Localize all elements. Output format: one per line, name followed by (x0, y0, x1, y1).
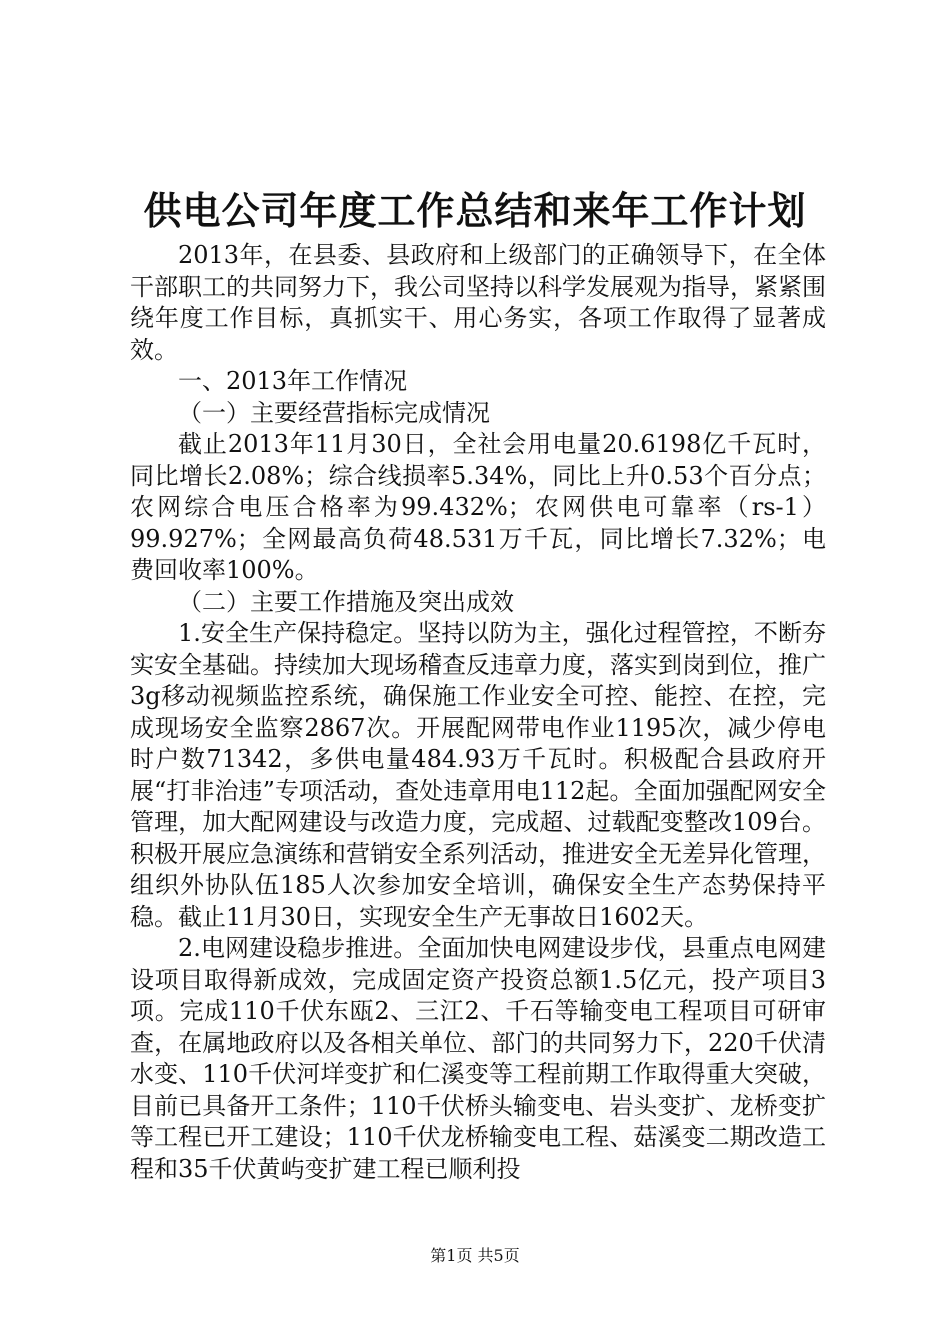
paragraph-intro: 2013年，在县委、县政府和上级部门的正确领导下，在全体干部职工的共同努力下，我公司坚持以科学发展观为指导，紧紧围绕年度工作目标，真抓实干、用心务实，各项工作取得了显著成效。 (130, 241, 826, 364)
paragraph-safety: 1.安全生产保持稳定。坚持以防为主，强化过程管控，不断夯实安全基础。持续加大现场稽查反违章力度，落实到岗到位，推广3g移动视频监控系统，确保施工作业安全可控、能控、在控，完成现场安全监察2867次。开展配网带电作业1195次，减少停电时户数71342，多供电量484.93万千瓦时。积极配合县政府开展“打非治违”专项活动，查处违章用电112起。全面加强配网安全管理，加大配网建设与改造力度，完成超、过载配变整改109台。积极开展应急演练和营销安全系列活动，推进安全无差异化管理，组织外协队伍185人次参加安全培训，确保安全生产态势保持平稳。截止11月30日，实现安全生产无事故日1602天。 (130, 619, 826, 931)
heading-section-1: 一、2013年工作情况 (178, 367, 408, 395)
document-title: 供电公司年度工作总结和来年工作计划 (143, 188, 807, 233)
heading-subsection-2: （二）主要工作措施及突出成效 (178, 587, 514, 616)
paragraph-indicators: 截止2013年11月30日，全社会用电量20.6198亿千瓦时，同比增长2.08%；综合线损率5.34%，同比上升0.53个百分点；农网综合电压合格率为99.432%；农网供电可靠率（rs-1）99.927%；全网最高负荷48.531万千瓦，同比增长7.32%；电费回收率100%。 (130, 430, 826, 584)
page-number: 第1页 共5页 (430, 1246, 520, 1265)
paragraph-grid-construction: 2.电网建设稳步推进。全面加快电网建设步伐，县重点电网建设项目取得新成效，完成固定资产投资总额1.5亿元，投产项目3项。完成110千伏东瓯2、三江2、千石等输变电工程项目可研审查，在属地政府以及各相关单位、部门的共同努力下，220千伏清水变、110千伏河垟变扩和仁溪变等工程前期工作取得重大突破，目前已具备开工条件；110千伏桥头输变电、岩头变扩、龙桥变扩等工程已开工建设；110千伏龙桥输变电工程、菇溪变二期改造工程和35千伏黄屿变扩建工程已顺利投 (130, 934, 826, 1183)
document-body (130, 240, 826, 1185)
heading-subsection-1: （一）主要经营指标完成情况 (178, 398, 490, 427)
